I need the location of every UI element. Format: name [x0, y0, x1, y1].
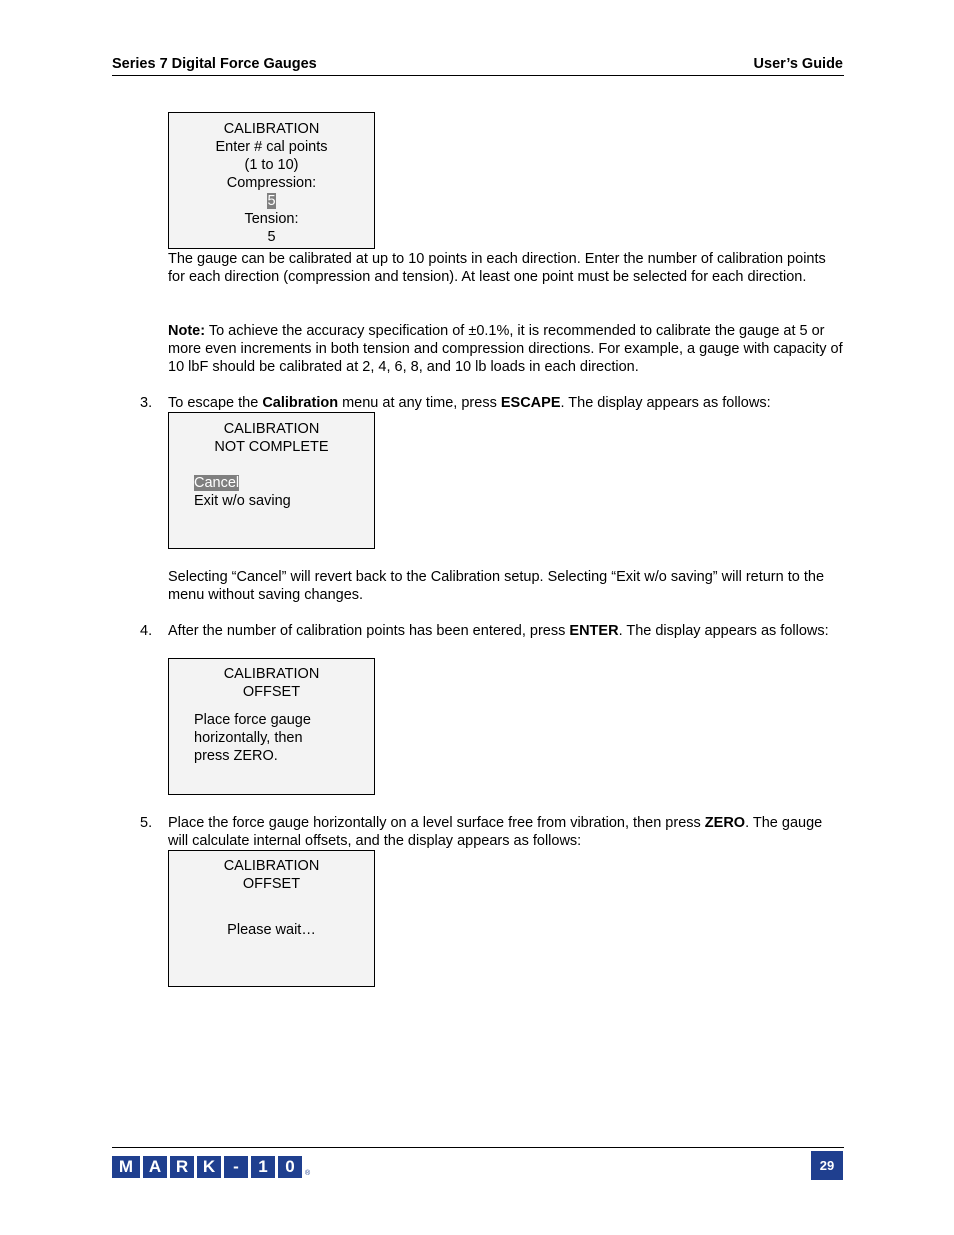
- exit-option: Exit w/o saving: [194, 493, 291, 509]
- text-bold: ZERO: [704, 815, 746, 831]
- header-rule: [112, 75, 844, 76]
- logo-letter: A: [143, 1156, 167, 1178]
- text-bold: Calibration: [262, 395, 339, 411]
- registered-mark: ®: [305, 1170, 311, 1177]
- text-run: . The display appears as follows:: [560, 395, 771, 411]
- display-calibration-not-complete: [168, 412, 375, 549]
- header-guide: User’s Guide: [753, 56, 843, 72]
- tension-value: 5: [267, 229, 276, 245]
- display-line: press ZERO.: [194, 748, 278, 764]
- display-calibration-offset: [168, 658, 375, 795]
- text-run: Place the force gauge horizontally on a level surface free from vibration, then press: [168, 815, 705, 831]
- logo-letter: M: [112, 1156, 140, 1178]
- display-line: horizontally, then: [194, 730, 303, 746]
- step-4-text: [168, 622, 844, 640]
- display-line: Place force gauge: [194, 712, 311, 728]
- display-line: NOT COMPLETE: [214, 439, 329, 455]
- display-line: OFFSET: [242, 876, 301, 892]
- display-line: Compression:: [226, 175, 317, 191]
- cancel-option-selected: Cancel: [194, 475, 240, 491]
- note-paragraph: [168, 322, 844, 376]
- header-title: Series 7 Digital Force Gauges: [112, 56, 317, 72]
- page-number: 29: [811, 1151, 843, 1180]
- logo-letter: R: [170, 1156, 194, 1178]
- display-line: CALIBRATION: [223, 858, 320, 874]
- display-line: OFFSET: [242, 684, 301, 700]
- text-bold: ENTER: [569, 623, 619, 639]
- step-number: 4.: [140, 623, 153, 639]
- mark-10-logo: [112, 1156, 310, 1178]
- display-calibration-points: [168, 112, 375, 249]
- step-number: 3.: [140, 395, 153, 411]
- note-label: Note:: [168, 323, 206, 339]
- paragraph-calibration-points: The gauge can be calibrated at up to 10 points in each direction. Enter the number of calibration points for each direction (compression and tension). At least one point must be selected for each direction.: [168, 251, 826, 285]
- text-run: menu at any time, press: [338, 395, 501, 411]
- step-number: 5.: [140, 815, 153, 831]
- text-run: . The gauge will calculate internal offsets, and the display appears as follows:: [168, 815, 823, 849]
- display-line: CALIBRATION: [223, 421, 320, 437]
- logo-letter: -: [224, 1156, 248, 1178]
- compression-value-selected: 5: [267, 193, 276, 209]
- logo-letter: 0: [278, 1156, 302, 1178]
- footer-rule: [112, 1147, 844, 1148]
- step-3-text: [168, 394, 844, 412]
- display-calibration-wait: [168, 850, 375, 987]
- text-run: . The display appears as follows:: [618, 623, 829, 639]
- display-line: CALIBRATION: [223, 121, 320, 137]
- display-line: Tension:: [244, 211, 299, 227]
- display-line: Enter # cal points: [215, 139, 328, 155]
- text-run: To escape the: [168, 395, 263, 411]
- display-line: CALIBRATION: [223, 666, 320, 682]
- step-5-text: [168, 814, 844, 850]
- text-bold: ESCAPE: [500, 395, 561, 411]
- note-text: To achieve the accuracy specification of ±0.1%, it is recommended to calibrate the gauge at 5 or more even increments in both tension and compression directions. For example, a gauge with capacity of 10 lbF should be calibrated at 2, 4, 6, 8, and 10 lb loads in each direction.: [168, 323, 843, 375]
- please-wait-text: Please wait…: [227, 922, 316, 938]
- logo-letter: 1: [251, 1156, 275, 1178]
- paragraph-cancel-exit: Selecting “Cancel” will revert back to the Calibration setup. Selecting “Exit w/o saving” will return to the menu without saving changes.: [168, 569, 825, 603]
- text-run: After the number of calibration points has been entered, press: [168, 623, 570, 639]
- display-line: (1 to 10): [244, 157, 299, 173]
- logo-letter: K: [197, 1156, 221, 1178]
